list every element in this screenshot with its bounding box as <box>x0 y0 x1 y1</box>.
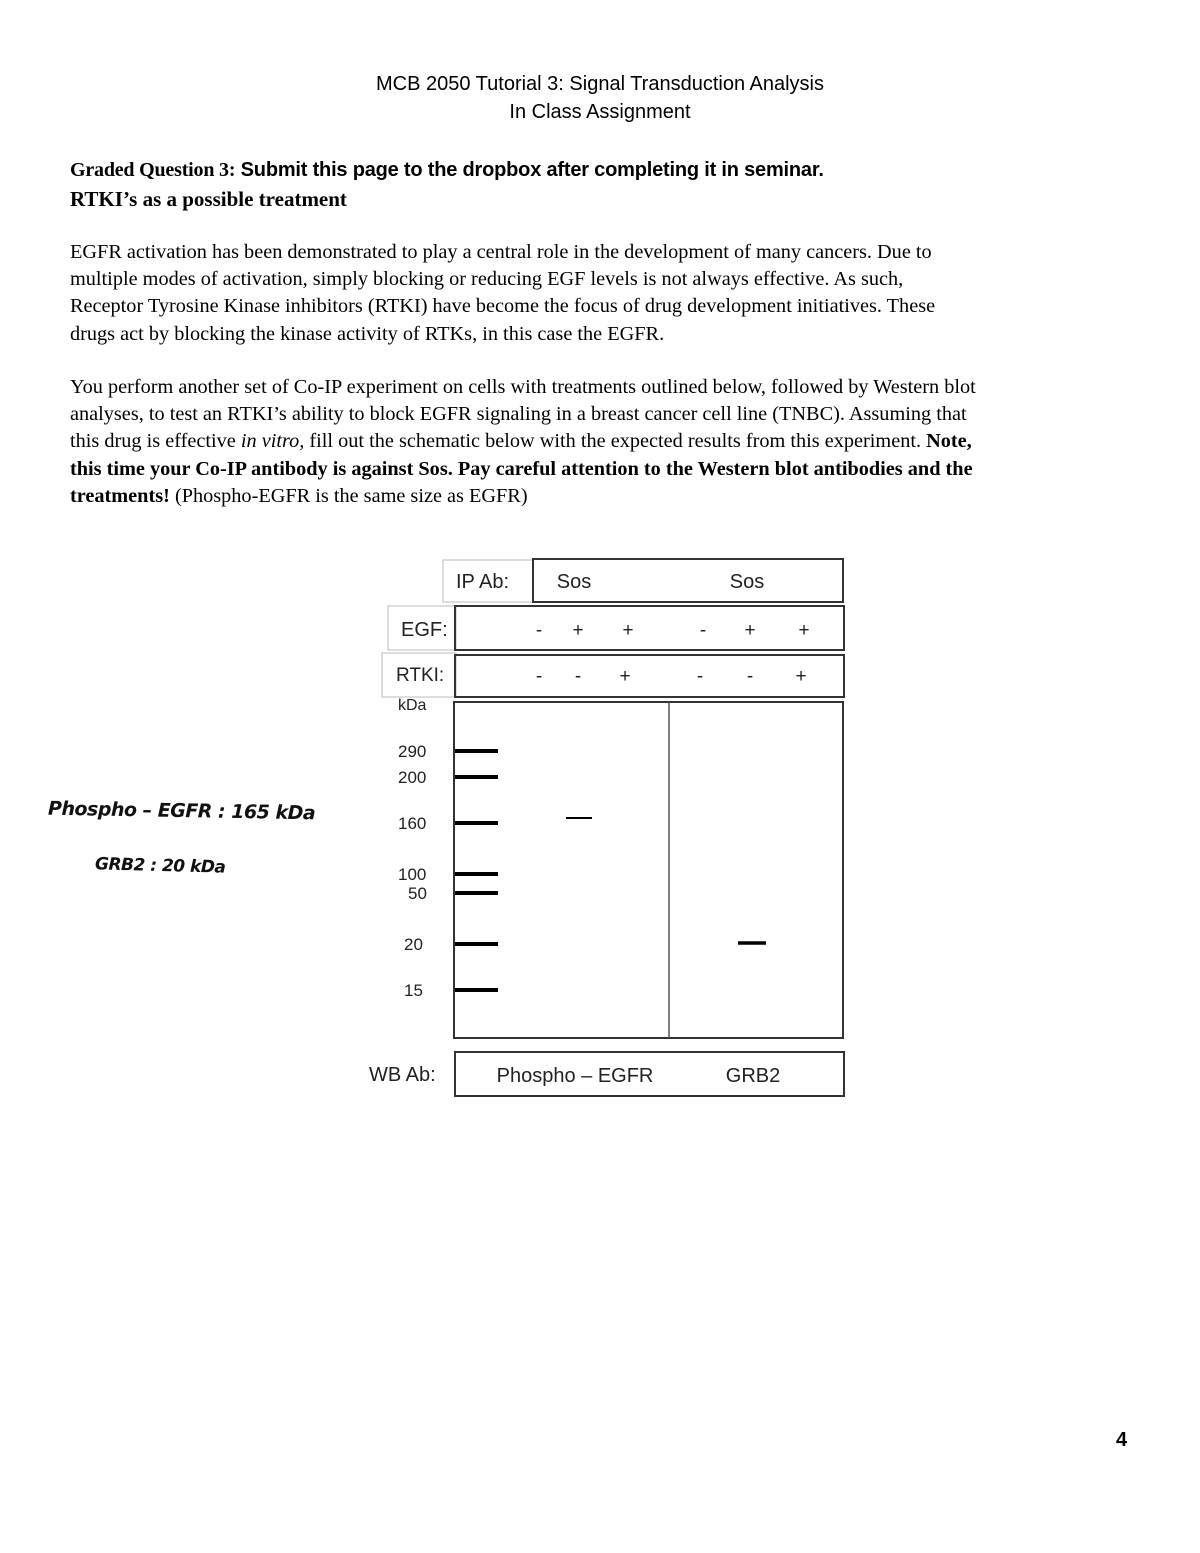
egf-sign: + <box>622 620 634 641</box>
question-subtitle: RTKI’s as a possible treatment <box>70 187 347 211</box>
rtki-sign: + <box>795 666 807 687</box>
rtki-sign: - <box>746 666 754 687</box>
egf-sign: - <box>535 620 543 641</box>
document-title: MCB 2050 Tutorial 3: Signal Transduction Analysis <box>375 73 825 95</box>
ladder-label: 100 <box>398 865 427 884</box>
egf-sign: - <box>699 620 707 641</box>
rtki-sign: - <box>696 666 704 687</box>
ladder-label: 160 <box>398 814 427 833</box>
rtki-sign: + <box>619 666 631 687</box>
ladder-label: 50 <box>408 884 427 903</box>
intro-line: drugs act by blocking the kinase activity of RTKs, in this case the EGFR. <box>70 322 665 345</box>
task-note-text: this time your Co-IP antibody is against Sos. Pay careful attention to the Western blot antibodies and the <box>70 457 973 480</box>
handwritten-note-phospho-egfr: Phospho – EGFR : 165 kDa <box>47 797 316 825</box>
intro-line: EGFR activation has been demonstrated to play a central role in the development of many cancers. Due to <box>70 241 932 263</box>
question-instruction: Submit this page to the dropbox after completing it in seminar. <box>240 159 824 181</box>
task-note-text: treatments! <box>70 484 170 507</box>
wb-antibody-value: Phospho – EGFR <box>496 1065 654 1087</box>
rtki-values-box <box>455 655 844 697</box>
egf-sign: + <box>572 620 584 641</box>
rtki-sign: - <box>535 666 543 687</box>
task-text: (Phospho-EGFR is the same size as EGFR) <box>169 484 528 507</box>
ladder-label: 290 <box>398 742 427 761</box>
egf-values-box <box>455 606 844 650</box>
ladder-label: 15 <box>404 981 423 1000</box>
gel-frame <box>454 702 843 1038</box>
wb-label: WB Ab: <box>369 1064 436 1086</box>
wb-antibody-value: GRB2 <box>725 1065 781 1087</box>
rtki-label: RTKI: <box>396 665 445 686</box>
handwritten-note-grb2: GRB2 : 20 kDa <box>94 854 226 878</box>
ip-antibody-value: Sos <box>729 571 765 593</box>
task-line: analyses, to test an RTKI’s ability to block EGFR signaling in a breast cancer cell line (TNBC). Assuming that <box>70 403 967 426</box>
intro-line: multiple modes of activation, simply blocking or reducing EGF levels is not always effective. As such, <box>70 268 904 291</box>
task-italic-text: in vitro, <box>240 430 305 453</box>
rtki-sign: - <box>574 666 582 687</box>
task-text: fill out the schematic below with the expected results from this experiment. <box>304 430 927 453</box>
task-text: this drug is effective <box>70 430 241 453</box>
document-subtitle: In Class Assignment <box>509 101 691 123</box>
intro-line: Receptor Tyrosine Kinase inhibitors (RTKI) have become the focus of drug development initiatives. These <box>70 295 936 318</box>
egf-label: EGF: <box>401 619 448 641</box>
egf-sign: + <box>798 620 810 641</box>
question-label: Graded Question 3: <box>70 159 236 181</box>
task-line: You perform another set of Co-IP experiment on cells with treatments outlined below, followed by Western blot <box>70 376 976 398</box>
ip-antibody-value: Sos <box>556 571 592 593</box>
page-number: 4 <box>1116 1429 1128 1451</box>
kda-label: kDa <box>398 697 427 714</box>
ladder-label: 20 <box>404 935 423 954</box>
ladder-label: 200 <box>398 768 427 787</box>
ip-label: IP Ab: <box>456 571 510 593</box>
egf-sign: + <box>744 620 756 641</box>
task-note-label: Note, <box>926 430 972 453</box>
